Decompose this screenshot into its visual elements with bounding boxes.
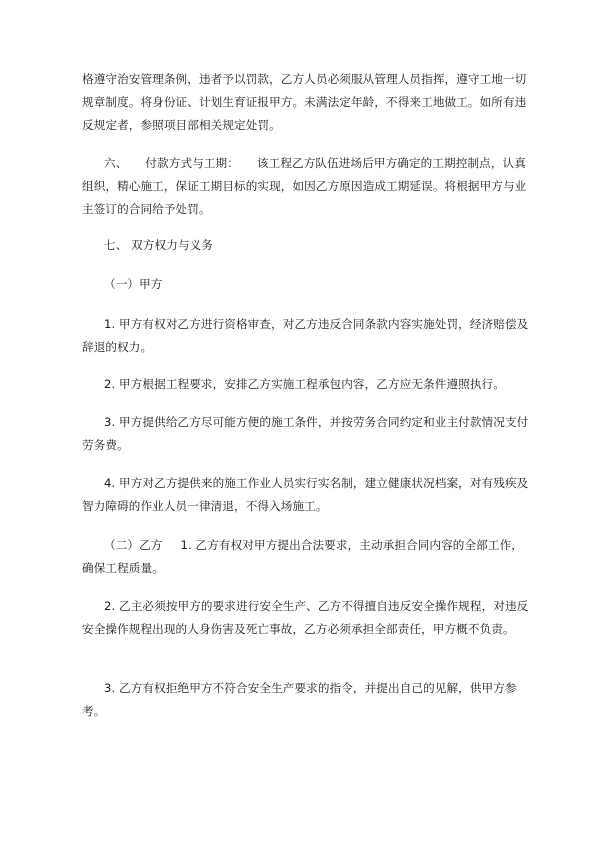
paragraph-party-a-item-4	[82, 472, 532, 518]
paragraph-party-a-item-3	[82, 411, 532, 457]
paragraph-text: 3. 甲方提供给乙方尽可能方便的施工条件，并按劳务合同约定和业主付款情况支付劳务费。	[82, 415, 529, 452]
paragraph-text: 4. 甲方对乙方提供来的施工作业人员实行实名制，建立健康状况档案，对有残疾及智力障碍的作业人员一律清退，不得入场施工。	[82, 476, 529, 513]
paragraph-party-b-item-2	[82, 595, 532, 641]
paragraph-party-a-item-1	[82, 313, 532, 359]
paragraph-text: 格遵守治安管理条例，违者予以罚款，乙方人员必须服从管理人员指挥，遵守工地一切规章制度。将身份证、计划生育证报甲方。未满法定年龄，不得来工地做工。如所有违反规定者，参照项目部相关规定处罚。	[82, 72, 527, 132]
paragraph-party-b-item-1	[82, 534, 532, 580]
paragraph-text: 2. 甲方根据工程要求，安排乙方实施工程承包内容，乙方应无条件遵照执行。	[104, 377, 505, 391]
paragraph-text: 3. 乙方有权拒绝甲方不符合安全生产要求的指令，并提出自己的见解，供甲方参考。	[82, 681, 517, 718]
subsection-heading-party-b: （二）乙方	[104, 538, 163, 552]
paragraph-safety-rules	[82, 68, 532, 137]
paragraph-text: 1. 乙方有权对甲方提出合法要求，主动承担合同内容的全部工作，确保工程质量。	[82, 538, 523, 575]
paragraph-text: 1. 甲方有权对乙方进行资格审查，对乙方违反合同条款内容实施处罚，经济赔偿及辞退的权力。	[82, 317, 529, 354]
paragraph-party-b-item-3	[82, 677, 532, 723]
heading-text: 七、 双方权力与义务	[104, 238, 214, 252]
section-heading-rights-obligations	[82, 234, 532, 257]
subsection-heading-party-a	[82, 273, 532, 296]
paragraph-text: 该工程乙方队伍进场后甲方确定的工期控制点，认真组织，精心施工，保证工期目标的实现，如因乙方原因造成工期延误。将根据甲方与业主签订的合同给予处罚。	[82, 156, 527, 216]
heading-text: （一）甲方	[104, 277, 163, 291]
paragraph-text: 2. 乙主必须按甲方的要求进行安全生产、乙方不得擅自违反安全操作规程，对违反安全操作规程出现的人身伤害及死亡事故，乙方必须承担全部责任，甲方概不负责。	[82, 599, 529, 636]
paragraph-payment-schedule	[82, 152, 532, 221]
paragraph-party-a-item-2	[82, 373, 532, 396]
section-title: 付款方式与工期：	[145, 156, 239, 170]
section-number: 六、	[104, 156, 128, 170]
